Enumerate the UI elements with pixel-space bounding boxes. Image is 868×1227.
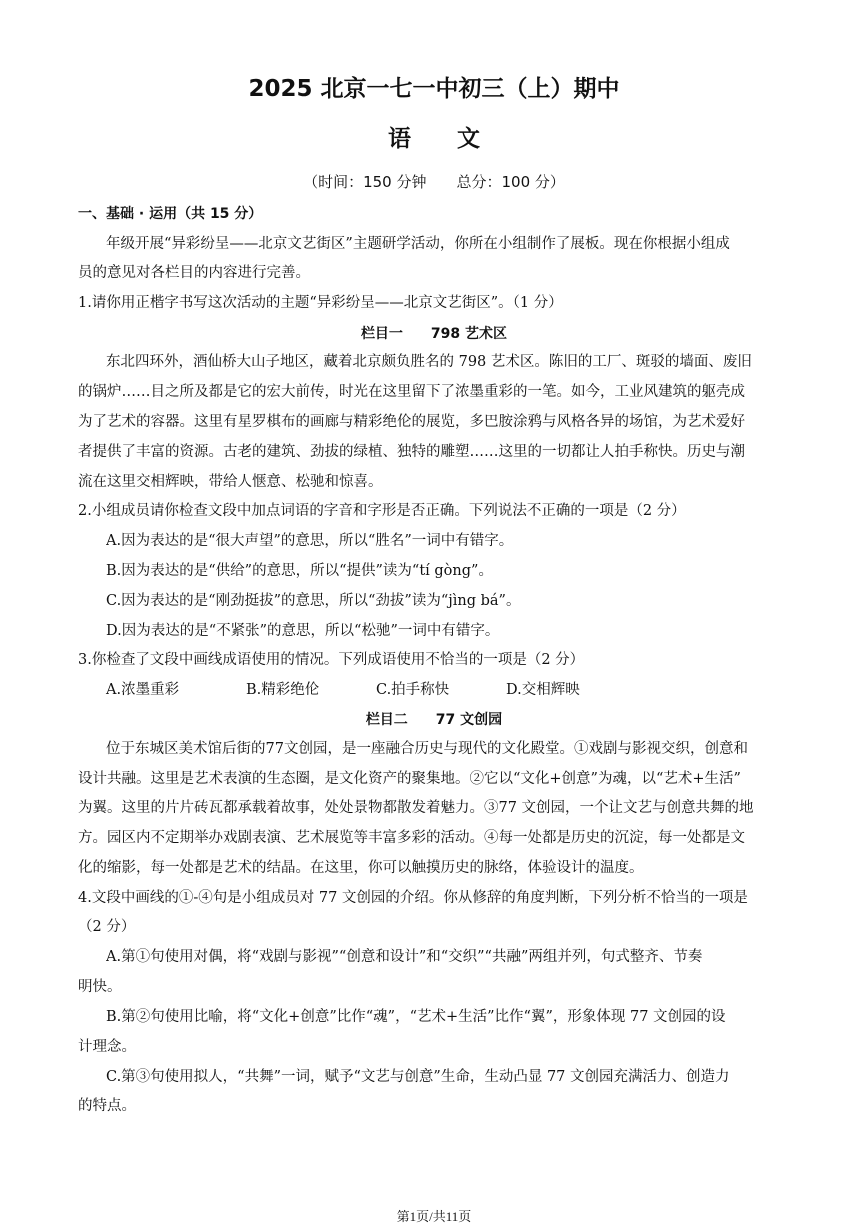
passage-1-line: 者提供了丰富的资源。古老的建筑、劲拔的绿植、独特的雕塑……这里的一切都让人拍手称快。历史与潮 xyxy=(78,444,745,460)
passage-2-line: 为翼。这里的片片砖瓦都承载着故事，处处景物都散发着魅力。③77 文创园，一个让文艺与创意共舞的地 xyxy=(78,800,754,816)
passage-2-line: 位于东城区美术馆后街的77文创园，是一座融合历史与现代的文化殿堂。①戏剧与影视交织，创意和 xyxy=(106,741,748,757)
passage-1-line: 流在这里交相辉映，带给人惬意、松驰和惊喜。 xyxy=(78,474,383,490)
passage-1-line: 为了艺术的容器。这里有星罗棋布的画廊与精彩绝伦的展览，多巴胺涂鸦与风格各异的场馆，为艺术爱好 xyxy=(78,414,745,430)
question-2-option: A.因为表达的是“很大声望”的意思，所以“胜名”一词中有错字。 xyxy=(106,533,514,549)
question-4-option-a: A.第①句使用对偶，将“戏剧与影视”“创意和设计”和“交织”“共融”两组并列，句式整齐、节奏 xyxy=(106,949,703,965)
question-1: 1.请你用正楷字书写这次活动的主题“异彩纷呈——北京文艺街区”。（1 分） xyxy=(78,295,563,311)
section-heading: 一、基础 · 运用（共 15 分） xyxy=(78,206,263,222)
intro-line-2: 员的意见对各栏目的内容进行完善。 xyxy=(78,265,310,281)
column-1-heading: 栏目一 798 艺术区 xyxy=(360,326,508,342)
question-3-options xyxy=(106,680,706,700)
question-2-stem: 2.小组成员请你检查文段中加点词语的字音和字形是否正确。下列说法不正确的一项是（2 分） xyxy=(78,503,686,519)
passage-2-line: 设计共融。这里是艺术表演的生态圈，是文化资产的聚集地。②它以“文化+创意”为魂，以“艺术+生活” xyxy=(78,771,741,787)
exam-meta: （时间：150 分钟 总分：100 分） xyxy=(303,173,565,191)
intro-line-1: 年级开展“异彩纷呈——北京文艺街区”主题研学活动，你所在小组制作了展板。现在你根据小组成 xyxy=(106,236,730,252)
question-3-option: A.浓墨重彩 xyxy=(106,682,180,698)
question-3-stem: 3.你检查了文段中画线成语使用的情况。下列成语使用不恰当的一项是（2 分） xyxy=(78,652,585,668)
passage-1-line: 的锅炉……目之所及都是它的宏大前传，时光在这里留下了浓墨重彩的一笔。如今，工业风建筑的躯壳成 xyxy=(78,384,745,400)
question-3-option: C.拍手称快 xyxy=(376,682,450,698)
exam-title: 2025 北京一七一中初三（上）期中 xyxy=(248,76,620,102)
subject-title: 语 文 xyxy=(388,126,480,152)
question-3-option: D.交相辉映 xyxy=(506,682,580,698)
column-2-heading: 栏目二 77 文创园 xyxy=(365,712,503,728)
question-2-option: B.因为表达的是“供给”的意思，所以“提供”读为“tí gòng”。 xyxy=(106,563,493,579)
question-2-option: D.因为表达的是“不紧张”的意思，所以“松驰”一词中有错字。 xyxy=(106,623,500,639)
passage-2-line: 方。园区内不定期举办戏剧表演、艺术展览等丰富多彩的活动。④每一处都是历史的沉淀，每一处都是文 xyxy=(78,830,745,846)
page-footer: 第1页/共11页 xyxy=(396,1209,472,1224)
question-4-option-b-cont: 计理念。 xyxy=(78,1039,136,1055)
question-4-option-a-cont: 明快。 xyxy=(78,979,122,995)
question-4-option-c: C.第③句使用拟人，“共舞”一词，赋予“文艺与创意”生命，生动凸显 77 文创园充满活力、创造力 xyxy=(106,1069,730,1085)
passage-2-line: 化的缩影，每一处都是艺术的结晶。在这里，你可以触摸历史的脉络，体验设计的温度。 xyxy=(78,860,644,876)
question-4-option-b: B.第②句使用比喻，将“文化+创意”比作“魂”，“艺术+生活”比作“翼”，形象体现 77 文创园的设 xyxy=(106,1009,726,1025)
question-2-option: C.因为表达的是“刚劲挺拔”的意思，所以“劲拔”读为“jìng bá”。 xyxy=(106,593,521,609)
question-3-option: B.精彩绝伦 xyxy=(246,682,320,698)
question-4-stem: 4.文段中画线的①-④句是小组成员对 77 文创园的介绍。你从修辞的角度判断，下列分析不恰当的一项是 xyxy=(78,890,748,906)
passage-1-line: 东北四环外，酒仙桥大山子地区，藏着北京颇负胜名的 798 艺术区。陈旧的工厂、斑驳的墙面、废旧 xyxy=(106,354,752,370)
question-4-option-c-cont: 的特点。 xyxy=(78,1098,136,1114)
question-4-stem-cont: （2 分） xyxy=(78,919,136,935)
